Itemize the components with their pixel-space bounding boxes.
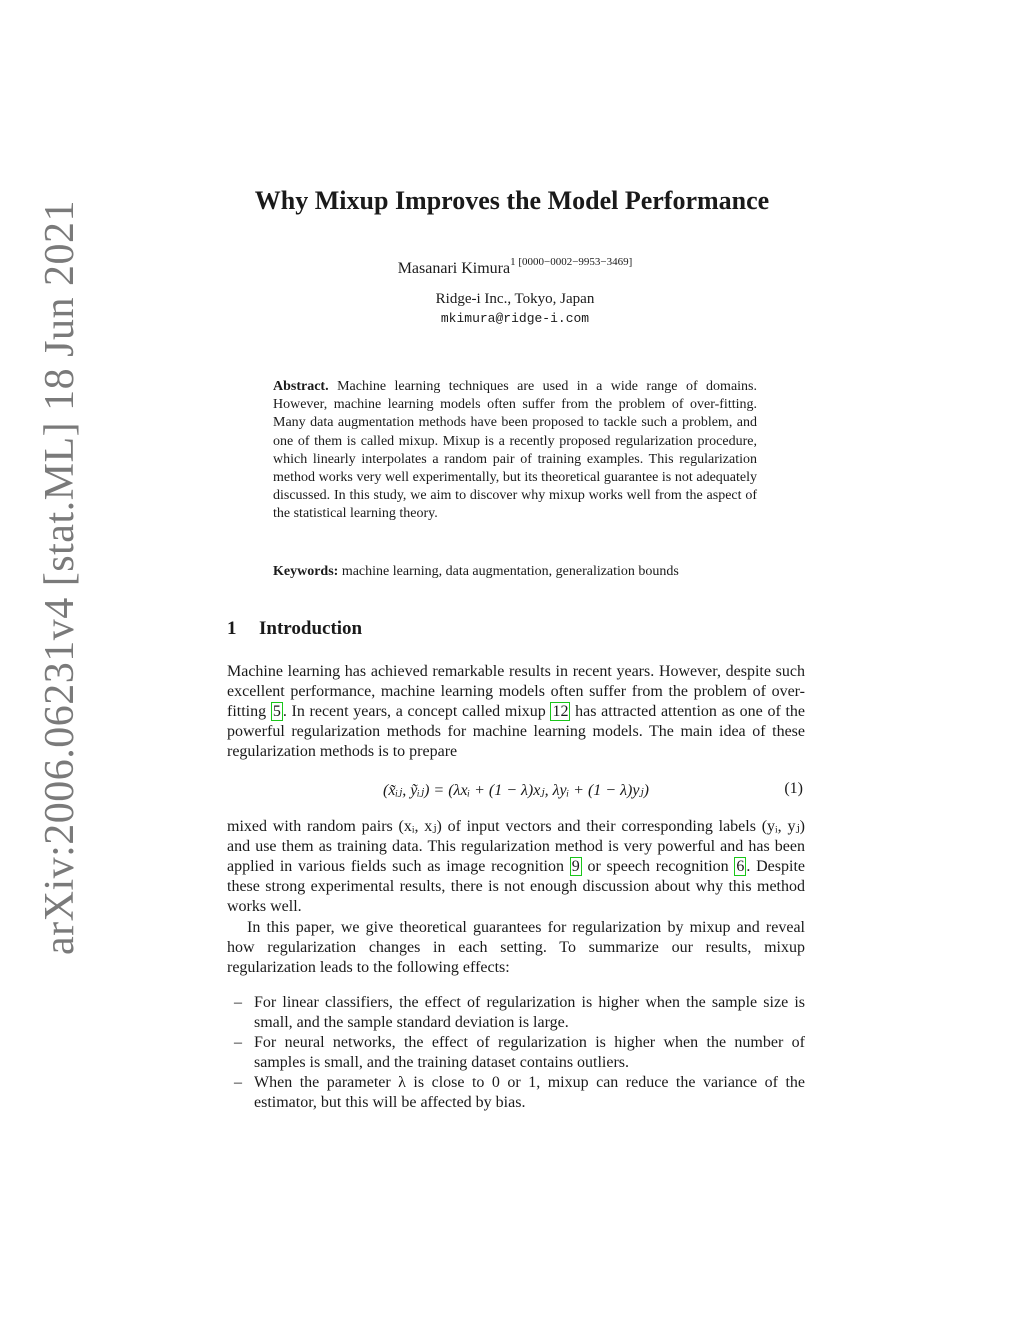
intro-paragraph-2 — [227, 817, 805, 917]
para1-text-c: has attracted attention as one of the powerful regularization methods for machine learning models. The main idea of these regularization methods is to prepare — [227, 703, 806, 761]
keywords — [273, 564, 773, 580]
para2-text-c: . Despite these strong experimental results, there is not enough discussion about why this method works well. — [227, 858, 806, 916]
list-item-text: For linear classifiers, the effect of regularization is higher when the sample size is small, and the sample standard deviation is large. — [254, 994, 805, 1032]
author-email: mkimura@ridge-i.com — [440, 311, 590, 326]
bullet-dash: – — [234, 1074, 242, 1092]
affiliation: Ridge-i Inc., Tokyo, Japan — [435, 291, 595, 307]
citation-link[interactable]: 9 — [571, 858, 580, 876]
abstract-text: Machine learning techniques are used in a wide range of domains. However, machine learning models often suffer from the problem of over-fitting. Many data augmentation methods have been proposed to tackle such a problem, and one of them is called mixup. Mixup is a recently proposed regularization procedure, which linearly interpolates a random pair of training examples. This regularization method works very well experimentally, but its theoretical guarantee is not adequately discussed. In this study, we aim to discover why mixup works well from the aspect of the statistical learning theory. — [273, 379, 758, 522]
keywords-text: machine learning, data augmentation, generalization bounds — [341, 564, 679, 579]
para2-text-b: or speech recognition — [581, 858, 735, 876]
intro-paragraph-3: In this paper, we give theoretical guarantees for regularization by mixup and reveal how regularization changes in each setting. To summarize our results, mixup regularization leads to the following effects: — [227, 919, 805, 977]
equation-number: (1) — [784, 780, 803, 797]
abstract-label: Abstract. — [273, 379, 329, 394]
list-item-text: For neural networks, the effect of regularization is higher when the number of samples is small, and the training dataset contains outliers. — [254, 1034, 805, 1072]
list-item-text: When the parameter λ is close to 0 or 1, mixup can reduce the variance of the estimator, but this will be affected by bias. — [254, 1074, 805, 1112]
para1-text-a: Machine learning has achieved remarkable results in recent years. However, despite such excellent performance, machine learning models often suffer from the problem of over-fitting — [227, 663, 805, 721]
bullet-dash: – — [234, 994, 242, 1011]
author-name: Masanari Kimura — [397, 260, 511, 277]
bullet-dash: – — [234, 1034, 242, 1052]
author-line — [0, 256, 1024, 278]
list-item — [227, 1033, 805, 1073]
author-orcid: 1 [0000−0002−9953−3469] — [510, 256, 633, 268]
para2-text-a: mixed with random pairs (xᵢ, xⱼ) of input vectors and their corresponding labels (yᵢ, yⱼ) and use them as training data. This regularization method is very powerful and has been applied in various fields such as image recognition — [227, 818, 805, 876]
list-item — [227, 993, 805, 1033]
section-title: Introduction — [259, 618, 363, 639]
abstract — [273, 378, 757, 524]
citation-link[interactable]: 6 — [736, 858, 745, 876]
arxiv-stamp-text: arXiv:2006.06231v4 [stat.ML] 18 Jun 2021 — [37, 200, 83, 955]
list-item — [227, 1073, 805, 1113]
paper-title: Why Mixup Improves the Model Performance — [254, 186, 770, 215]
intro-paragraph-1 — [227, 662, 805, 762]
equation-body: (x̃ᵢⱼ, ỹᵢⱼ) = (λxᵢ + (1 − λ)xⱼ, λyᵢ + (1 − λ)yⱼ) — [383, 782, 649, 799]
equation-1 — [227, 780, 805, 802]
citation-link[interactable]: 5 — [272, 703, 281, 721]
para1-text-b: . In recent years, a concept called mixup — [282, 703, 551, 721]
section-heading — [227, 618, 362, 640]
section-number: 1 — [227, 618, 237, 639]
citation-link[interactable]: 12 — [552, 703, 569, 721]
keywords-label: Keywords: — [273, 564, 339, 579]
results-list — [227, 993, 805, 1114]
